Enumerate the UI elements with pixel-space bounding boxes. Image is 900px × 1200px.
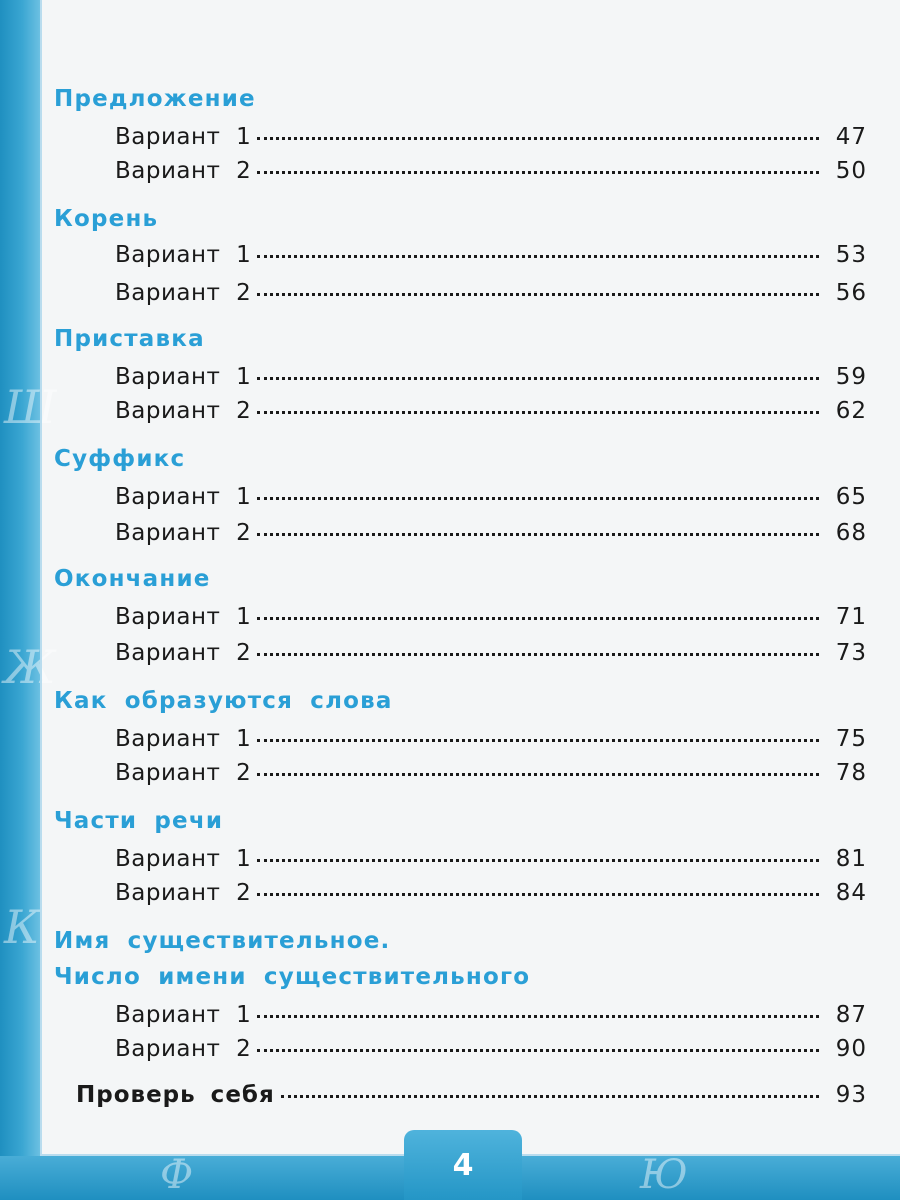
toc-entry[interactable] [115, 846, 867, 878]
toc-entry[interactable] [115, 880, 867, 912]
section-title-line-2: Число имени существительного [54, 964, 531, 990]
dot-leader [257, 254, 819, 258]
dot-leader [257, 136, 819, 140]
toc-entry[interactable] [115, 1002, 867, 1034]
entry-label: Вариант 1 [115, 604, 252, 630]
entry-page-number: 71 [835, 604, 867, 630]
dot-leader [281, 1094, 819, 1098]
entry-page-number: 81 [835, 846, 867, 872]
toc-entry[interactable] [115, 364, 867, 396]
dot-leader [257, 410, 819, 414]
entry-label: Вариант 1 [115, 242, 252, 268]
dot-leader [257, 892, 819, 896]
entry-page-number: 47 [835, 124, 867, 150]
script-letter-decoration: Ж [4, 640, 56, 694]
toc-entry[interactable] [115, 726, 867, 758]
dot-leader [257, 738, 819, 742]
dot-leader [257, 616, 819, 620]
page-number: 4 [404, 1130, 522, 1200]
toc-entry[interactable] [115, 124, 867, 156]
entry-page-number: 53 [835, 242, 867, 268]
toc-entry[interactable] [115, 242, 867, 274]
entry-label: Вариант 1 [115, 846, 252, 872]
entry-page-number: 56 [835, 280, 867, 306]
entry-label: Вариант 1 [115, 124, 252, 150]
entry-label: Вариант 2 [115, 158, 252, 184]
entry-label: Вариант 1 [115, 726, 252, 752]
script-letter-decoration: К [4, 900, 40, 954]
entry-page-number: 78 [835, 760, 867, 786]
entry-page-number: 75 [835, 726, 867, 752]
script-letter-decoration: Ф [160, 1152, 194, 1198]
entry-page-number: 50 [835, 158, 867, 184]
entry-page-number: 93 [835, 1082, 867, 1108]
entry-label: Проверь себя [76, 1082, 275, 1108]
dot-leader [257, 652, 819, 656]
entry-page-number: 90 [835, 1036, 867, 1062]
section-title: Предложение [54, 86, 256, 112]
dot-leader [257, 376, 819, 380]
section-title: Как образуются слова [54, 688, 393, 714]
script-letter-decoration: Ю [640, 1152, 688, 1198]
toc-entry[interactable] [115, 398, 867, 430]
entry-page-number: 65 [835, 484, 867, 510]
entry-label: Вариант 2 [115, 1036, 252, 1062]
section-title: Части речи [54, 808, 224, 834]
script-letter-decoration: Ш [4, 380, 57, 434]
toc-entry[interactable] [115, 520, 867, 552]
toc-entry[interactable] [115, 604, 867, 636]
toc-entry[interactable] [115, 760, 867, 792]
entry-page-number: 59 [835, 364, 867, 390]
entry-page-number: 87 [835, 1002, 867, 1028]
entry-label: Вариант 1 [115, 364, 252, 390]
section-title: Приставка [54, 326, 205, 352]
section-title-line-1: Имя существительное. [54, 928, 391, 954]
dot-leader [257, 292, 819, 296]
toc-entry[interactable] [115, 158, 867, 190]
entry-page-number: 62 [835, 398, 867, 424]
entry-label: Вариант 2 [115, 398, 252, 424]
entry-label: Вариант 1 [115, 484, 252, 510]
section-title: Суффикс [54, 446, 186, 472]
entry-label: Вариант 2 [115, 520, 252, 546]
dot-leader [257, 532, 819, 536]
left-border-decoration [0, 0, 57, 1200]
dot-leader [257, 170, 819, 174]
toc-entry-check-yourself[interactable] [76, 1082, 867, 1114]
section-title: Окончание [54, 566, 211, 592]
entry-label: Вариант 2 [115, 280, 252, 306]
toc-entry[interactable] [115, 280, 867, 312]
entry-page-number: 73 [835, 640, 867, 666]
entry-label: Вариант 2 [115, 880, 252, 906]
dot-leader [257, 858, 819, 862]
toc-entry[interactable] [115, 640, 867, 672]
entry-label: Вариант 2 [115, 640, 252, 666]
dot-leader [257, 496, 819, 500]
dot-leader [257, 1048, 819, 1052]
entry-label: Вариант 1 [115, 1002, 252, 1028]
entry-page-number: 84 [835, 880, 867, 906]
dot-leader [257, 1014, 819, 1018]
dot-leader [257, 772, 819, 776]
entry-page-number: 68 [835, 520, 867, 546]
toc-entry[interactable] [115, 1036, 867, 1068]
section-title: Корень [54, 206, 159, 232]
toc-entry[interactable] [115, 484, 867, 516]
entry-label: Вариант 2 [115, 760, 252, 786]
